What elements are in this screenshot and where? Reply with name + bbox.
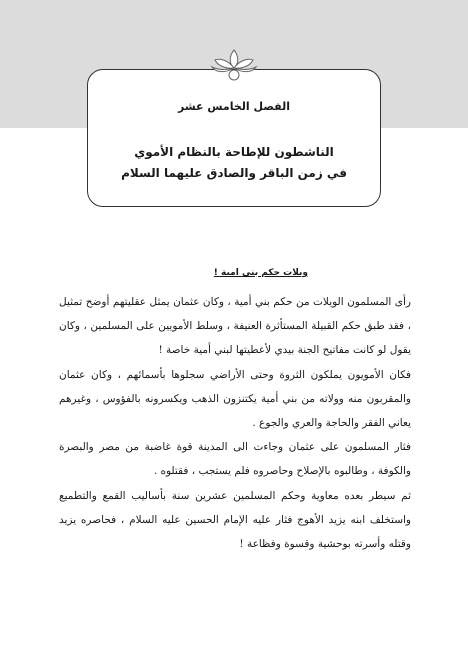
paragraph: ثم سيطر بعده معاوية وحكم المسلمين عشرين سنة بأساليب القمع والتطميع واستخلف ابنه يزيد الأهوج فثار عليه الإمام الحسين عليه السلام ، فحاصره يزيد وقتله وأسرته بوحشية وقسوة وفظاعة ! — [59, 489, 411, 551]
chapter-title — [88, 142, 380, 184]
chapter-title-line-1: الناشطون للإطاحة بالنظام الأموي — [134, 145, 334, 159]
chapter-title-line-2: في زمن الباقر والصادق عليهما السلام — [121, 166, 347, 180]
chapter-label: الفصل الخامس عشر — [177, 100, 290, 113]
paragraph: فكان الأمويون يملكون الثروة وحتى الأراضي سجلوها بأسمائهم ، وكان عثمان والمقربون منه وولاته من بني أمية يكتنزون الذهب ويكسرونه بالفؤوس ، وغيرهم يعاني الفقر والحاجة والعري والجوع . — [59, 368, 411, 430]
body-text — [59, 290, 411, 556]
section-heading: ويلات حكم بني امية ! — [213, 268, 308, 278]
chapter-title-box — [87, 69, 381, 207]
paragraph: فثار المسلمون على عثمان وجاءت الى المدينة قوة غاضبة من مصر والبصرة والكوفة ، وطالبوه بالإصلاح وحاصروه فلم يستجب ، فقتلوه . — [59, 441, 411, 478]
paragraph: رأى المسلمون الويلات من حكم بني أمية ، وكان عثمان يمثل عقليتهم أوضح تمثيل ، فقد طبق حكم القبيلة المستأثرة العنيفة ، وسلط الأمويين على المسلمين ، وكان يقول لو كانت مفاتيح الجنة بيدي لأعطيتها لبني أمية خاصة ! — [59, 296, 411, 357]
flower-ornament-icon — [208, 46, 260, 82]
